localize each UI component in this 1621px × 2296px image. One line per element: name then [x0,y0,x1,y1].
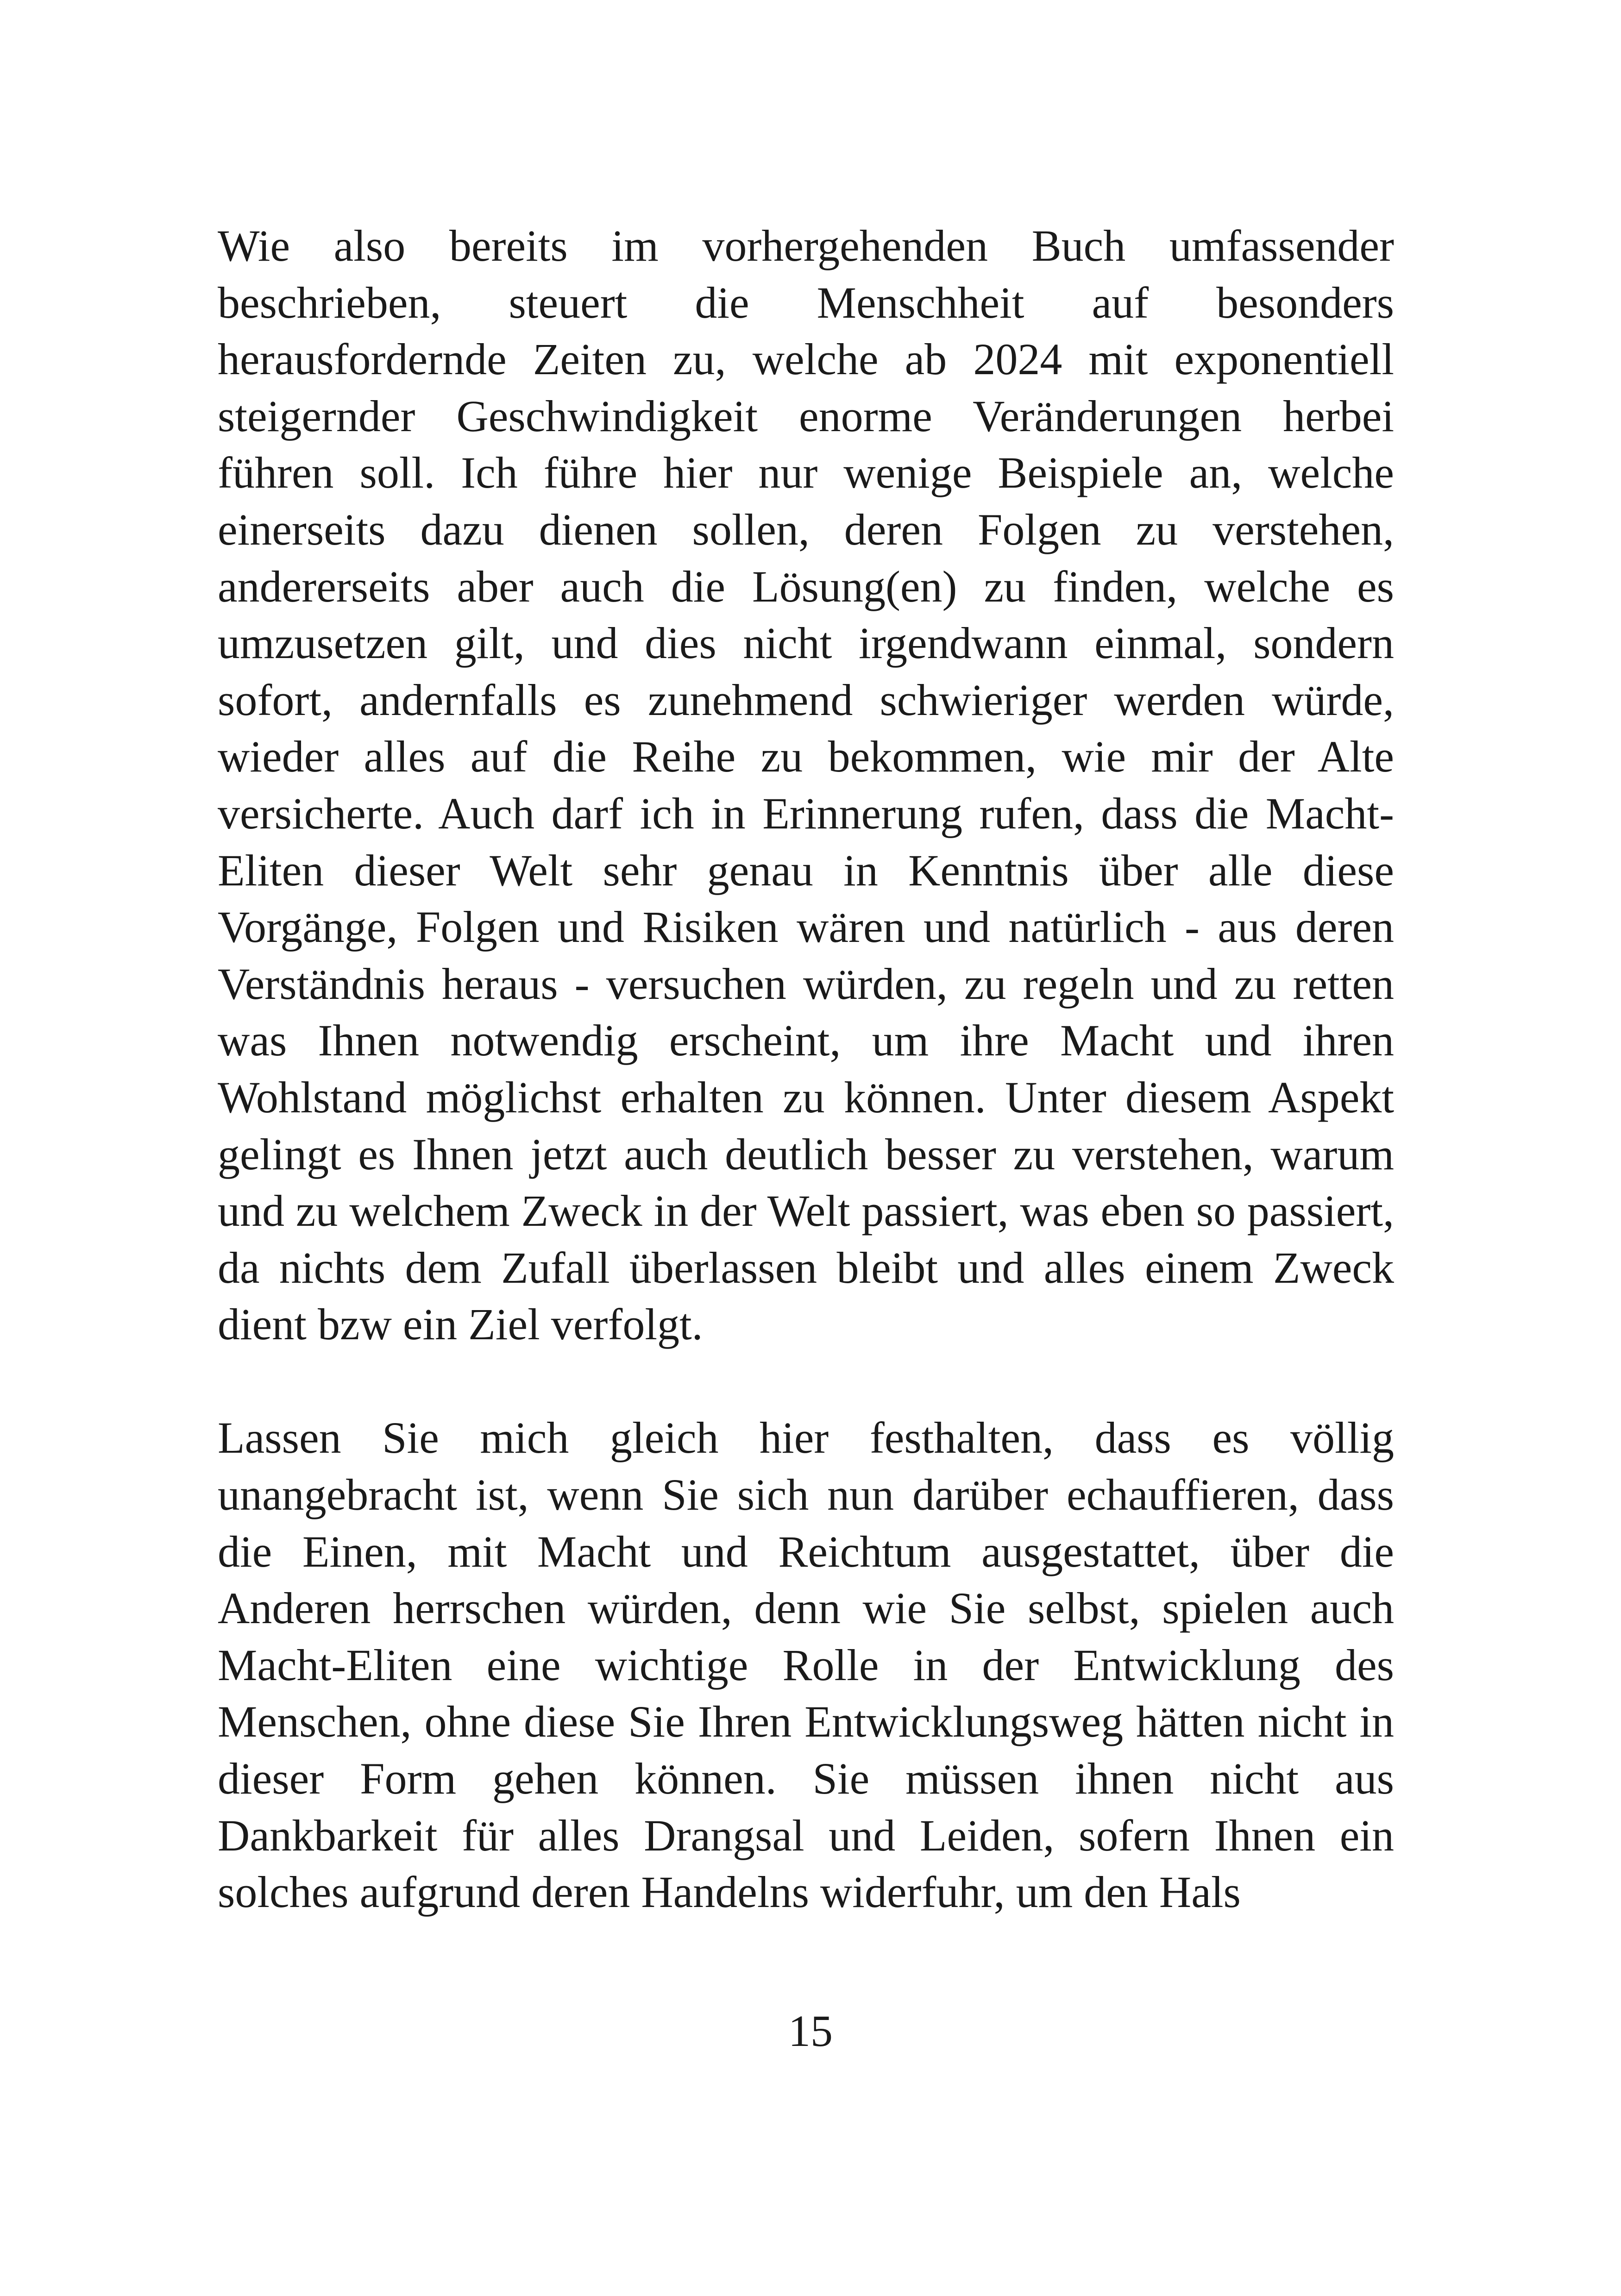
paragraph-1: Wie also bereits im vorhergehenden Buch umfassender beschrieben, steuert die Menschheit auf besonders herausfordernde Zeiten zu, welche ab 2024 mit exponentiell steigernder Geschwindigkeit enorme Veränderungen herbei führen soll. Ich führe hier nur wenige Beispiele an, welche einerseits dazu dienen sollen, deren Folgen zu verstehen, andererseits aber auch die Lösung(en) zu finden, welche es umzusetzen gilt, und dies nicht irgendwann einmal, sondern sofort, andernfalls es zunehmend schwieriger werden würde, wieder alles auf die Reihe zu bekommen, wie mir der Alte versicherte. Auch darf ich in Erinnerung rufen, dass die Macht-Eliten dieser Welt sehr genau in Kenntnis über alle diese Vorgänge, Folgen und Risiken wären und natürlich - aus deren Verständnis heraus - versuchen würden, zu regeln und zu retten was Ihnen notwendig erscheint, um ihre Macht und ihren Wohlstand möglichst erhalten zu können. Unter diesem Aspekt gelingt es Ihnen jetzt auch deutlich besser zu verstehen, warum und zu welchem Zweck in der Welt passiert, was eben so passiert, da nichts dem Zufall überlassen bleibt und alles einem Zweck dient bzw ein Ziel verfolgt. [218,221,1394,1349]
paragraph-2: Lassen Sie mich gleich hier festhalten, dass es völlig unangebracht ist, wenn Sie sich nun darüber echauffieren, dass die Einen, mit Macht und Reichtum ausgestattet, über die Anderen herrschen würden, denn wie Sie selbst, spielen auch Macht-Eliten eine wichtige Rolle in der Entwicklung des Menschen, ohne diese Sie Ihren Entwicklungsweg hätten nicht in dieser Form gehen können. Sie müssen ihnen nicht aus Dankbarkeit für alles Drangsal und Leiden, sofern Ihnen ein solches aufgrund deren Handelns widerfuhr, um den Hals [218,1413,1394,1917]
page-number: 15 [788,2006,833,2056]
body-text [218,218,1394,1921]
